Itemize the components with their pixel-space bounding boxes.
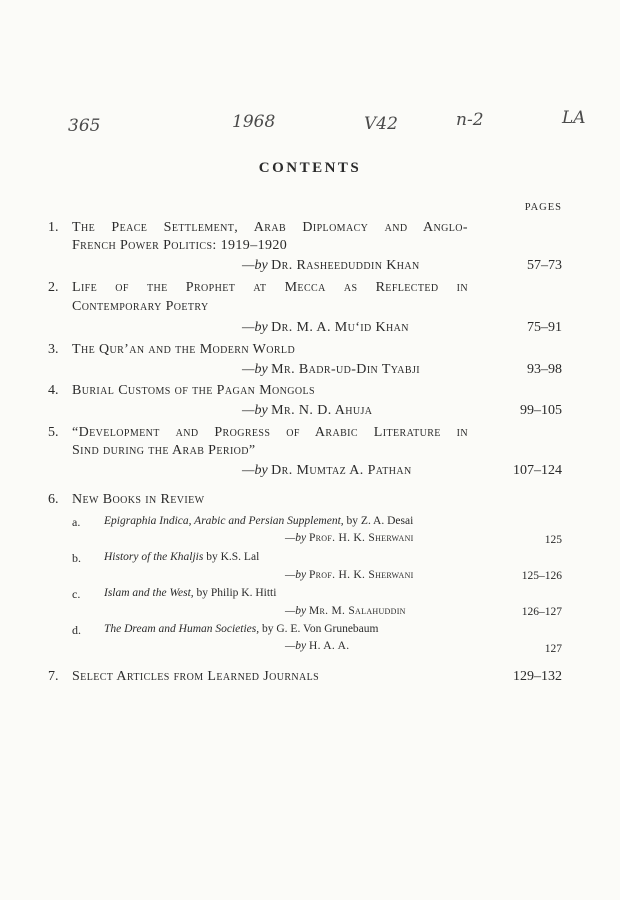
entry-title-line: “Development and Progress of Arabic Literature in — [72, 425, 468, 440]
page-range: 75–91 — [527, 320, 562, 335]
review-book — [104, 515, 413, 527]
review-byline — [285, 532, 414, 544]
by-label: —by — [285, 532, 307, 544]
page-range: 57–73 — [527, 258, 562, 273]
page-range: 125 — [544, 534, 562, 546]
entry-byline — [242, 362, 420, 378]
entry-title-line: New Books in Review — [72, 492, 205, 507]
handwritten-note: V42 — [364, 114, 398, 134]
review-book — [104, 587, 276, 599]
entry-byline — [242, 403, 372, 419]
entry-number: 7. — [48, 669, 59, 684]
review-byline — [285, 640, 349, 652]
book-author: by Z. A. Desai — [343, 515, 414, 527]
entry-title-line: Burial Customs of the Pagan Mongols — [72, 383, 316, 398]
reviewer-name: Prof. H. K. Sherwani — [308, 532, 414, 544]
book-title: The Dream and Human Societies, — [104, 623, 260, 635]
author-name: Dr. Rasheeduddin Khan — [271, 258, 420, 273]
entry-number: 4. — [48, 383, 59, 398]
reviewer-name: Prof. H. K. Sherwani — [308, 569, 414, 581]
entry-number: 1. — [48, 220, 59, 235]
entry-number: 3. — [48, 342, 59, 357]
entry-title-line: Contemporary Poetry — [72, 299, 209, 314]
entry-byline — [242, 320, 409, 336]
review-letter: b. — [72, 551, 81, 565]
by-label: —by — [285, 569, 307, 581]
entry-title-line: The Qur’an and the Modern World — [72, 342, 296, 357]
review-book — [104, 551, 259, 563]
by-label: —by — [242, 403, 268, 418]
author-name: Dr. M. A. Mu‘id Khan — [271, 320, 409, 335]
by-label: —by — [242, 320, 268, 335]
entry-byline — [242, 258, 420, 274]
review-byline — [285, 569, 414, 581]
entry-title-line: Select Articles from Learned Journals — [72, 669, 320, 684]
review-letter: c. — [72, 587, 81, 601]
handwritten-note: 365 — [68, 116, 101, 136]
page-range: 126–127 — [521, 606, 562, 618]
entry-number: 6. — [48, 492, 59, 507]
handwritten-annotations — [0, 108, 620, 142]
page-title: CONTENTS — [258, 160, 362, 176]
page-range: 107–124 — [513, 463, 562, 478]
author-name: Dr. Mumtaz A. Pathan — [271, 463, 412, 478]
by-label: —by — [285, 605, 307, 617]
reviewer-name: Mr. M. Salahuddin — [308, 605, 406, 617]
handwritten-note: n-2 — [456, 110, 484, 130]
book-author: by Philip K. Hitti — [193, 587, 277, 599]
entry-title-line: Sind during the Arab Period” — [72, 443, 256, 458]
reviewer-name: H. A. A. — [308, 640, 350, 652]
review-letter: a. — [72, 515, 81, 529]
review-byline — [285, 605, 406, 617]
entry-number: 5. — [48, 425, 59, 440]
page-range: 125–126 — [521, 570, 562, 582]
page-range: 99–105 — [520, 403, 562, 418]
review-book — [104, 623, 378, 635]
author-name: Mr. Badr-ud-Din Tyabji — [271, 362, 420, 377]
book-title: Epigraphia Indica, Arabic and Persian Supplement, — [104, 515, 344, 527]
handwritten-note: 1968 — [232, 112, 276, 132]
by-label: —by — [242, 463, 268, 478]
page-range: 93–98 — [527, 362, 562, 377]
book-author: by K.S. Lal — [203, 551, 260, 563]
by-label: —by — [285, 640, 307, 652]
pages-column-header: PAGES — [524, 202, 562, 213]
book-title: Islam and the West, — [104, 587, 194, 599]
entry-title-line: The Peace Settlement, Arab Diplomacy and Anglo- — [72, 220, 468, 235]
entry-title-line: Life of the Prophet at Mecca as Reflected in — [72, 280, 468, 295]
by-label: —by — [242, 258, 268, 273]
entry-number: 2. — [48, 280, 59, 295]
entry-byline — [242, 463, 412, 479]
page-range: 129–132 — [513, 669, 562, 684]
by-label: —by — [242, 362, 268, 377]
review-letter: d. — [72, 623, 81, 637]
page-range: 127 — [544, 643, 562, 655]
author-name: Mr. N. D. Ahuja — [271, 403, 373, 418]
book-author: by G. E. Von Grunebaum — [259, 623, 379, 635]
handwritten-note: LA — [562, 108, 586, 128]
entry-title-line: French Power Politics: 1919–1920 — [72, 238, 288, 253]
book-title: History of the Khaljis — [104, 551, 204, 563]
